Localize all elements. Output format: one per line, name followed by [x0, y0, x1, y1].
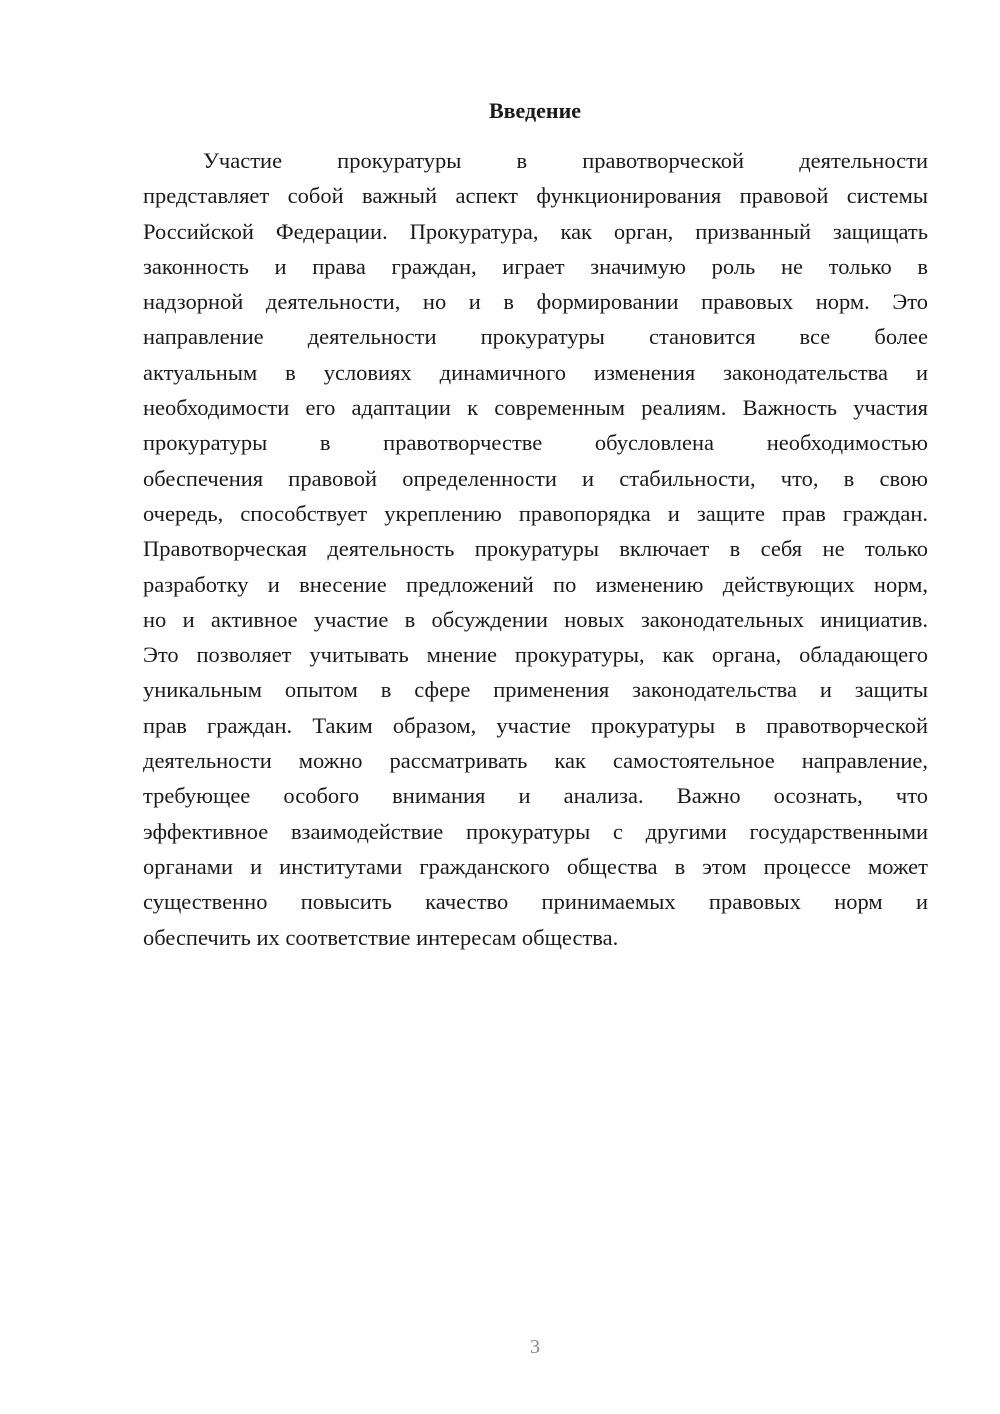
- paragraph-line: существенно повысить качество принимаемых правовых норм и: [143, 889, 928, 915]
- body-paragraph: [143, 143, 928, 955]
- paragraph-line: Российской Федерации. Прокуратура, как орган, призванный защищать: [143, 218, 928, 244]
- page-number: 3: [530, 1336, 540, 1358]
- paragraph-line: Правотворческая деятельность прокуратуры включает в себя не только: [143, 536, 928, 562]
- page-heading: Введение: [488, 98, 582, 123]
- paragraph-line: эффективное взаимодействие прокуратуры с другими государственными: [143, 818, 928, 844]
- paragraph-line: Это позволяет учитывать мнение прокуратуры, как органа, обладающего: [143, 642, 928, 668]
- paragraph-line: обеспечения правовой определенности и стабильности, что, в свою: [143, 465, 928, 491]
- paragraph-line: уникальным опытом в сфере применения законодательства и защиты: [143, 677, 928, 703]
- paragraph-line: обеспечить их соответствие интересам общества.: [143, 924, 619, 950]
- paragraph-line: деятельности можно рассматривать как самостоятельное направление,: [143, 748, 928, 774]
- paragraph-line: законность и права граждан, играет значимую роль не только в: [143, 253, 928, 279]
- paragraph-line: Участие прокуратуры в правотворческой деятельности: [203, 148, 928, 173]
- paragraph-line: прокуратуры в правотворчестве обусловлена необходимостью: [143, 430, 928, 456]
- paragraph-line: представляет собой важный аспект функционирования правовой системы: [143, 183, 928, 209]
- paragraph-line: направление деятельности прокуратуры становится все более: [143, 324, 928, 350]
- paragraph-line: прав граждан. Таким образом, участие прокуратуры в правотворческой: [143, 712, 928, 738]
- paragraph-line: органами и институтами гражданского общества в этом процессе может: [143, 853, 928, 879]
- paragraph-line: актуальным в условиях динамичного изменения законодательства и: [143, 359, 928, 385]
- paragraph-line: очередь, способствует укреплению правопорядка и защите прав граждан.: [143, 500, 928, 526]
- paragraph-line: надзорной деятельности, но и в формировании правовых норм. Это: [143, 289, 928, 315]
- paragraph-line: необходимости его адаптации к современным реалиям. Важность участия: [143, 395, 928, 421]
- paragraph-line: требующее особого внимания и анализа. Важно осознать, что: [143, 783, 928, 809]
- paragraph-line: разработку и внесение предложений по изменению действующих норм,: [143, 571, 928, 597]
- paragraph-line: но и активное участие в обсуждении новых законодательных инициатив.: [143, 606, 928, 632]
